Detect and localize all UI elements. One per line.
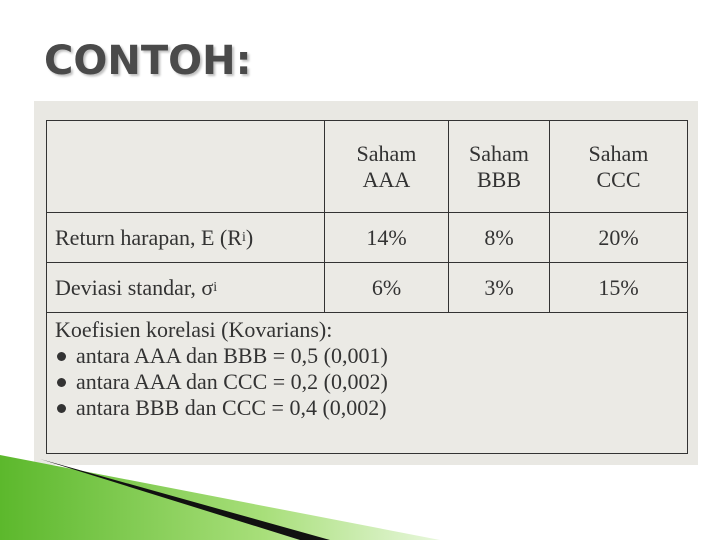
notes-heading: Koefisien korelasi (Kovarians): <box>55 317 333 342</box>
correlation-notes <box>55 317 388 421</box>
header-bbb: Saham BBB <box>448 121 549 212</box>
table-row <box>47 213 687 263</box>
header-aaa: Saham AAA <box>324 121 448 212</box>
table-cell: 20% <box>549 213 687 262</box>
table-cell: 14% <box>324 213 448 262</box>
table-cell: 3% <box>448 263 549 312</box>
green-swoosh <box>0 455 440 540</box>
table-cell: 15% <box>549 263 687 312</box>
table-cell: 6% <box>324 263 448 312</box>
row-label: Return harapan, E (R i ) <box>55 224 254 250</box>
table-header-row <box>47 121 687 213</box>
bullet-icon <box>57 378 66 387</box>
data-table <box>46 120 688 454</box>
list-item: antara AAA dan CCC = 0,2 (0,002) <box>55 369 388 395</box>
bullet-icon <box>57 404 66 413</box>
header-ccc: Saham CCC <box>549 121 687 212</box>
list-item: antara AAA dan BBB = 0,5 (0,001) <box>55 343 388 369</box>
slide-title: CONTOH: <box>44 38 252 84</box>
header-empty-cell <box>47 121 324 212</box>
decorative-swoosh-graphic <box>0 455 720 540</box>
list-item: antara BBB dan CCC = 0,4 (0,002) <box>55 395 388 421</box>
bullet-icon <box>57 352 66 361</box>
table-row <box>47 263 687 313</box>
table-cell: 8% <box>448 213 549 262</box>
row-label: Deviasi standar, σ i <box>55 274 218 300</box>
